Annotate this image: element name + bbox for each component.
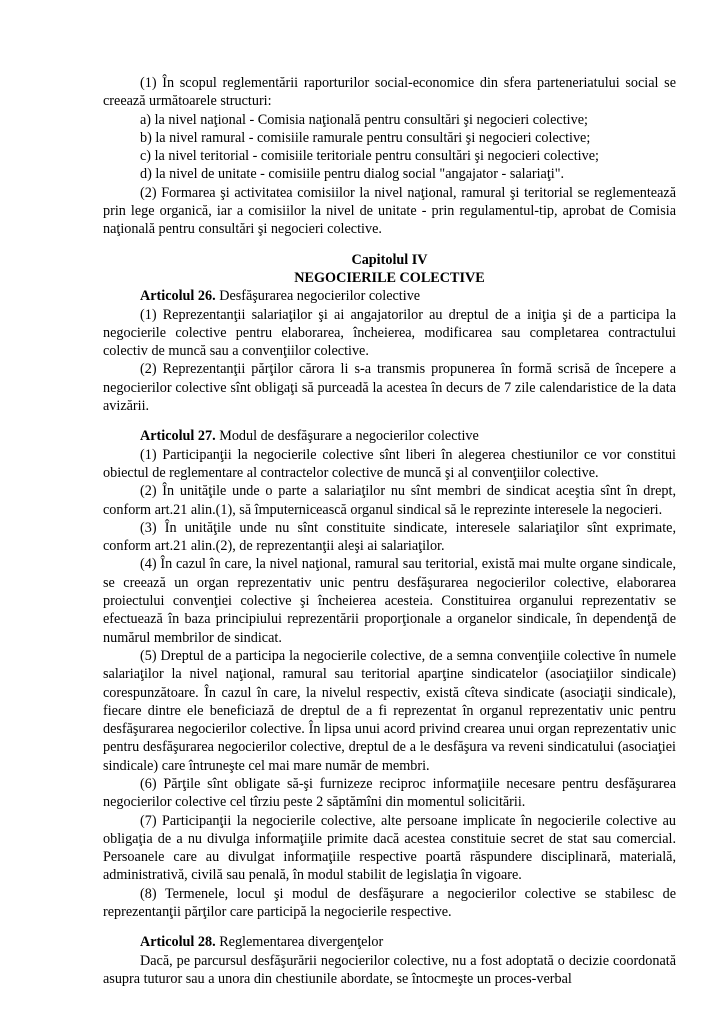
article-26-paragraph: (1) Reprezentanţii salariaţilor şi ai angajatorilor au dreptul de a iniţia şi de a participa la negocierile colective pentru elaborarea, încheierea, modificarea sau completarea contractului colectiv de muncă sau a convenţiilor colective.: [103, 306, 676, 360]
article-28-paragraph: Dacă, pe parcursul desfăşurării negocierilor colective, nu a fost adoptată o decizie coordonată asupra tuturor sau a unora din chestiunile abordate, se întocmeşte un proces-verbal: [103, 952, 676, 987]
article-26-paragraph: (2) Reprezentanţii părţilor cărora li s-a transmis propunerea în formă scrisă de începere a negocierilor colective sînt obligaţi să purceadă la acestea în decurs de 7 zile calendaristice de la data avizării.: [103, 361, 676, 415]
intro-paragraph-2: (2) Formarea şi activitatea comisiilor la nivel naţional, ramural şi teritorial se reglementează prin lege organică, iar a comisiilor la nivel de unitate - prin regulamentul-tip, aprobat de Comisia naţională pentru consultări şi negocieri colective.: [103, 184, 676, 238]
article-27-paragraph: (7) Participanţii la negocierile colective, alte persoane implicate în negocierile colective au obligaţia de a nu divulga informaţiile primite dacă acestea constituie secret de stat sau comercial. Persoanele care au divulgat informaţiile respective poartă răspundere disciplinară, materială, administrativă, civilă sau penală, în modul stabilit de legislaţia în vigoare.: [103, 812, 676, 884]
intro-item-c: c) la nivel teritorial - comisiile teritoriale pentru consultări şi negocieri colective;: [140, 148, 599, 165]
article-26-heading: [103, 287, 676, 305]
spacer: [103, 239, 676, 251]
intro-item-a: a) la nivel naţional - Comisia naţională pentru consultări şi negocieri colective;: [140, 111, 588, 128]
article-27-paragraph: (6) Părţile sînt obligate să-şi furnizeze reciproc informaţiile necesare pentru desfăşurarea negocierilor colective cel tîrziu peste 2 săptămîni din momentul solicitării.: [103, 775, 676, 811]
article-27-paragraph: (8) Termenele, locul şi modul de desfăşurare a negocierilor colective se stabilesc de reprezentanţii părţilor care participă la negocierile respective.: [103, 885, 676, 921]
article-27-paragraph: (3) În unităţile unde nu sînt constituite sindicate, interesele salariaţilor sînt exprimate, conform art.21 alin.(2), de reprezentanţii aleşi ai salariaţilor.: [103, 519, 676, 555]
article-28-label: Articolul 28.: [140, 934, 216, 951]
article-26-label: Articolul 26.: [140, 288, 216, 305]
intro-item-d: d) la nivel de unitate - comisiile pentru dialog social "angajator - salariaţi".: [140, 166, 565, 183]
article-27-label: Articolul 27.: [140, 428, 216, 445]
article-27-paragraph: (5) Dreptul de a participa la negocierile colective, de a semna convenţiile colective în numele salariaţilor la nivel naţional, ramural sau teritorial aparţine sindicatelor (asociaţiilor sindicale) corespunzătoare. În cazul în care, la nivelul respectiv, există cîteva sindicate (asociaţii sindicale), fiecare dintre ele beneficiază de dreptul de a fi reprezentat în organul reprezentativ unic pentru desfăşurarea negocierilor colective. În lipsa unui acord privind crearea unui organ reprezentativ unic pentru desfăşurarea negocierilor colective, dreptul de a le desfăşura va reveni sindicatului (asociaţiei sindicale) care întruneşte cel mai mare număr de membri.: [103, 647, 676, 774]
article-28-heading: [103, 933, 676, 951]
article-28-title: Reglementarea divergenţelor: [215, 934, 384, 951]
article-27-paragraph: (1) Participanţii la negocierile colective sînt liberi în alegerea chestiunilor ce vor constitui obiectul de reglementare al contractelor colective de muncă şi al convenţiilor colective.: [103, 446, 676, 481]
article-27-title: Modul de desfăşurare a negocierilor colective: [215, 428, 479, 445]
intro-item-b: b) la nivel ramural - comisiile ramurale pentru consultări şi negocieri colective;: [140, 129, 591, 146]
chapter-number: Capitolul IV: [351, 251, 428, 268]
article-27-heading: [103, 427, 676, 445]
chapter-title: NEGOCIERILE COLECTIVE: [294, 269, 485, 286]
spacer: [103, 921, 676, 933]
intro-paragraph-1: (1) În scopul reglementării raporturilor social-economice din sfera parteneriatului social se creează următoarele structuri:: [103, 75, 676, 110]
article-27-paragraph: (4) În cazul în care, la nivel naţional, ramural sau teritorial, există mai multe organe sindicale, se creează un organ reprezentativ unic pentru desfăşurarea negocierilor colective, elaborarea proiectului convenţiei colective şi încheierea acesteia. Constituirea organului reprezentativ se efectuează în baza principiului reprezentării proporţionale a organelor sindicale, în dependenţă de numărul membrilor de sindicat.: [103, 556, 676, 646]
article-27-paragraph: (2) În unităţile unde o parte a salariaţilor nu sînt membri de sindicat aceştia sînt în drept, conform art.21 alin.(1), să împuternicească organul sindical să le reprezinte interesele la negocieri.: [103, 483, 676, 518]
article-26-title: Desfăşurarea negocierilor colective: [215, 288, 421, 305]
spacer: [103, 415, 676, 427]
